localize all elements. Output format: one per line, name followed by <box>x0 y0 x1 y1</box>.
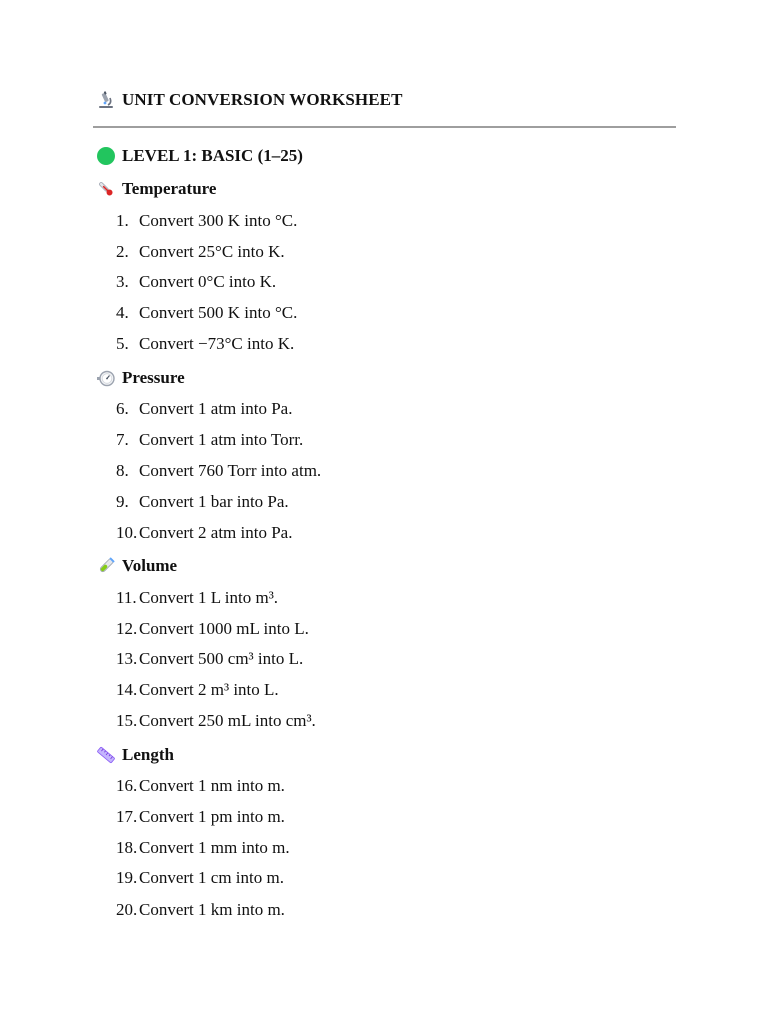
item-text: Convert 0°C into K. <box>139 272 277 291</box>
item-number: 19. <box>116 868 138 887</box>
list-item <box>116 679 279 701</box>
item-number: 15. <box>116 711 138 730</box>
item-text: Convert 300 K into °C. <box>139 211 298 230</box>
item-number: 18. <box>116 838 138 857</box>
item-number: 5. <box>116 334 129 353</box>
item-number: 7. <box>116 430 129 449</box>
item-text: Convert 1000 mL into L. <box>139 619 309 638</box>
item-text: Convert 2 atm into Pa. <box>139 523 293 542</box>
item-text: Convert 1 atm into Pa. <box>139 399 293 418</box>
item-text: Convert 1 mm into m. <box>139 838 290 857</box>
item-number: 8. <box>116 461 129 480</box>
item-number: 14. <box>116 680 138 699</box>
list-item <box>116 837 290 859</box>
ruler-icon <box>96 745 116 765</box>
test-tube-icon <box>96 556 116 576</box>
list-item <box>116 899 285 921</box>
list-item <box>116 587 278 609</box>
section-title: Length <box>122 745 174 764</box>
list-item <box>116 806 285 828</box>
item-number: 12. <box>116 619 138 638</box>
green-circle-icon <box>96 146 116 166</box>
list-item <box>116 867 284 889</box>
item-number: 2. <box>116 242 129 261</box>
level-heading <box>96 144 303 168</box>
section-heading-temperature <box>96 178 216 200</box>
item-text: Convert 2 m³ into L. <box>139 680 279 699</box>
title-divider <box>93 126 676 128</box>
list-item <box>116 271 276 293</box>
thermometer-icon <box>96 179 116 199</box>
list-item <box>116 210 297 232</box>
section-title: Temperature <box>122 179 217 198</box>
list-item <box>116 460 321 482</box>
list-item <box>116 522 292 544</box>
level-label: LEVEL 1: BASIC (1–25) <box>122 146 303 165</box>
item-number: 10. <box>116 523 138 542</box>
list-item <box>116 241 285 263</box>
list-item <box>116 491 289 513</box>
list-item <box>116 302 297 324</box>
item-text: Convert 1 atm into Torr. <box>139 430 304 449</box>
item-number: 3. <box>116 272 129 291</box>
list-item <box>116 333 294 355</box>
section-heading-volume <box>96 555 177 577</box>
worksheet-title-row <box>96 88 403 112</box>
item-text: Convert 1 L into m³. <box>139 588 279 607</box>
item-text: Convert 1 nm into m. <box>139 776 285 795</box>
section-title: Pressure <box>122 368 185 387</box>
list-item <box>116 429 303 451</box>
section-heading-length <box>96 744 174 766</box>
item-text: Convert −73°C into K. <box>139 334 295 353</box>
section-title: Volume <box>122 556 178 575</box>
item-text: Convert 25°C into K. <box>139 242 285 261</box>
item-number: 13. <box>116 649 138 668</box>
item-text: Convert 500 K into °C. <box>139 303 298 322</box>
item-text: Convert 250 mL into cm³. <box>139 711 316 730</box>
list-item <box>116 648 303 670</box>
section-heading-pressure <box>96 367 185 389</box>
item-number: 9. <box>116 492 129 511</box>
item-text: Convert 1 bar into Pa. <box>139 492 289 511</box>
item-number: 4. <box>116 303 129 322</box>
item-number: 16. <box>116 776 138 795</box>
item-number: 20. <box>116 900 138 919</box>
page-title: UNIT CONVERSION WORKSHEET <box>122 90 403 109</box>
item-number: 17. <box>116 807 138 826</box>
item-number: 11. <box>116 588 137 607</box>
item-number: 1. <box>116 211 129 230</box>
list-item <box>116 710 316 732</box>
list-item <box>116 775 285 797</box>
item-text: Convert 1 pm into m. <box>139 807 285 826</box>
item-text: Convert 1 km into m. <box>139 900 285 919</box>
item-text: Convert 500 cm³ into L. <box>139 649 304 668</box>
microscope-icon <box>96 90 116 110</box>
item-text: Convert 760 Torr into atm. <box>139 461 322 480</box>
pressure-gauge-icon <box>96 368 116 388</box>
list-item <box>116 398 292 420</box>
list-item <box>116 618 309 640</box>
item-number: 6. <box>116 399 129 418</box>
item-text: Convert 1 cm into m. <box>139 868 284 887</box>
